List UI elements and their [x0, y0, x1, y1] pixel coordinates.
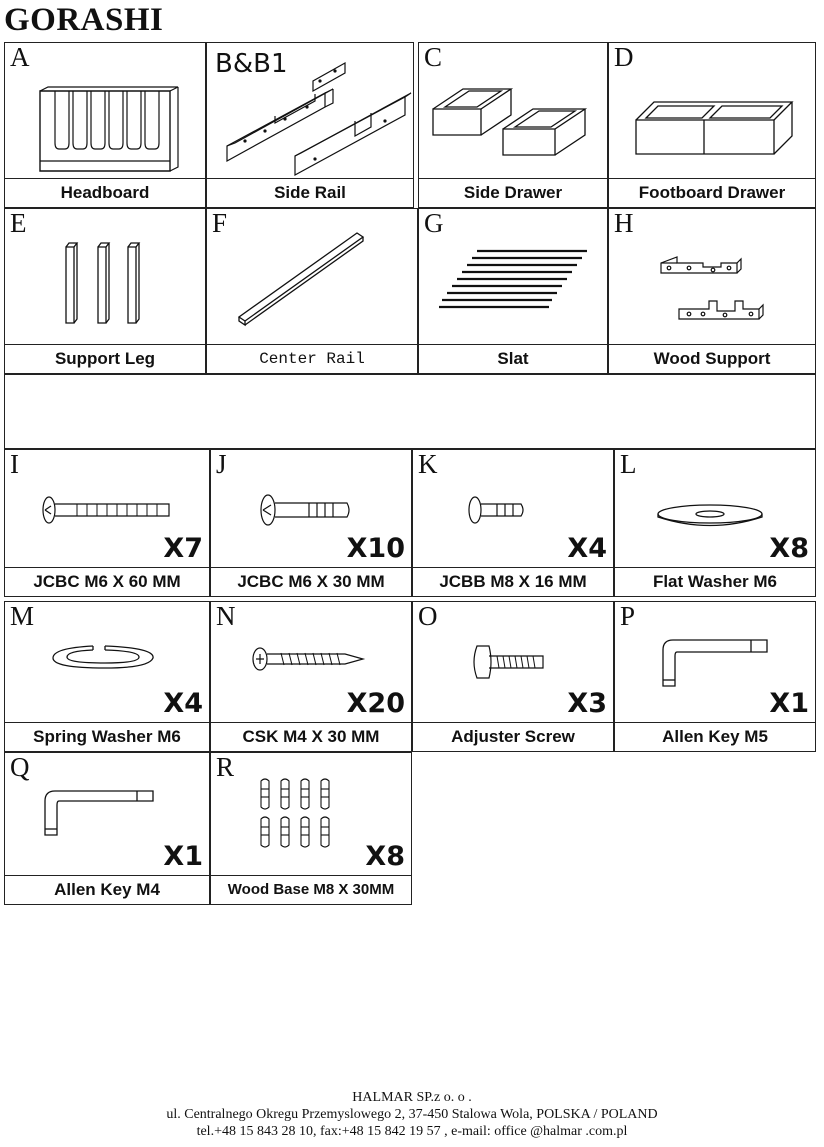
- company-address: ul. Centralnego Okregu Przemyslowego 2, 37-450 Stalowa Wola, POLSKA / POLAND: [166, 1107, 658, 1122]
- part-caption: Allen Key M5: [615, 722, 815, 751]
- blank-separator: [4, 374, 816, 449]
- part-caption: Support Leg: [5, 344, 205, 373]
- part-caption: Wood Support: [609, 344, 815, 373]
- bolt-m8-illustration: [467, 490, 537, 530]
- hardware-m-cell: [4, 601, 210, 752]
- part-caption: Headboard: [5, 178, 205, 207]
- part-letter: I: [10, 449, 19, 479]
- part-letter: O: [418, 601, 438, 631]
- allen-key-m4-illustration: [37, 785, 167, 841]
- part-letter: G: [424, 208, 444, 238]
- part-letter: R: [216, 752, 235, 782]
- part-f-cell: [206, 208, 418, 374]
- part-caption: Footboard Drawer: [609, 178, 815, 207]
- quantity-label: X7: [163, 533, 203, 564]
- part-letter: Q: [10, 752, 30, 782]
- hardware-o-cell: [412, 601, 614, 752]
- part-caption: Side Drawer: [419, 178, 607, 207]
- center-rail-illustration: [233, 229, 373, 329]
- company-name: HALMAR SP.z o. o .: [352, 1090, 472, 1105]
- support-leg-illustration: [60, 239, 150, 329]
- spring-washer-illustration: [49, 640, 159, 674]
- quantity-label: X10: [346, 533, 405, 564]
- company-contact: tel.+48 15 843 28 10, fax:+48 15 842 19 57 , e-mail: office @halmar .com.pl: [196, 1124, 628, 1139]
- quantity-label: X4: [163, 688, 203, 719]
- part-caption: Center Rail: [207, 344, 417, 373]
- bolt-short-illustration: [259, 488, 359, 532]
- part-letter: A: [10, 42, 30, 72]
- part-letter: C: [424, 42, 443, 72]
- side-rail-illustration: [225, 61, 410, 179]
- part-caption: Side Rail: [207, 178, 413, 207]
- hardware-p-cell: [614, 601, 816, 752]
- quantity-label: X3: [567, 688, 607, 719]
- footboard-drawer-illustration: [634, 98, 799, 158]
- hardware-j-cell: [210, 449, 412, 597]
- part-caption: JCBB M8 X 16 MM: [413, 567, 613, 596]
- part-letter: K: [418, 449, 438, 479]
- part-letter: D: [614, 42, 634, 72]
- part-letter: B&B1: [215, 49, 288, 79]
- bolt-long-illustration: [41, 490, 176, 530]
- part-letter: E: [10, 208, 27, 238]
- adjuster-screw-illustration: [469, 640, 559, 684]
- hardware-n-cell: [210, 601, 412, 752]
- part-caption: JCBC M6 X 60 MM: [5, 567, 209, 596]
- part-caption: Slat: [419, 344, 607, 373]
- part-caption: CSK M4 X 30 MM: [211, 722, 411, 751]
- part-letter: N: [216, 601, 236, 631]
- quantity-label: X20: [346, 688, 405, 719]
- hardware-i-cell: [4, 449, 210, 597]
- part-h-cell: [608, 208, 816, 374]
- part-letter: L: [620, 449, 637, 479]
- part-letter: P: [620, 601, 636, 631]
- headboard-illustration: [35, 83, 180, 178]
- quantity-label: X1: [769, 688, 809, 719]
- wood-dowel-illustration: [257, 777, 347, 853]
- part-letter: H: [614, 208, 634, 238]
- quantity-label: X4: [567, 533, 607, 564]
- wood-screw-illustration: [251, 642, 371, 676]
- part-c-cell: [418, 42, 608, 208]
- wood-support-illustration: [659, 249, 779, 329]
- part-caption: Wood Base M8 X 30MM: [211, 875, 411, 904]
- part-a-cell: [4, 42, 206, 208]
- quantity-label: X8: [769, 533, 809, 564]
- part-letter: M: [10, 601, 35, 631]
- side-drawer-illustration: [431, 85, 601, 165]
- page-title: GORASHI: [4, 2, 164, 38]
- hardware-k-cell: [412, 449, 614, 597]
- flat-washer-illustration: [655, 500, 765, 530]
- part-caption: Flat Washer M6: [615, 567, 815, 596]
- part-letter: F: [212, 208, 228, 238]
- part-e-cell: [4, 208, 206, 374]
- part-caption: Allen Key M4: [5, 875, 209, 904]
- hardware-r-cell: [210, 752, 412, 905]
- part-caption: JCBC M6 X 30 MM: [211, 567, 411, 596]
- quantity-label: X1: [163, 841, 203, 872]
- part-letter: J: [216, 449, 227, 479]
- part-caption: Spring Washer M6: [5, 722, 209, 751]
- part-d-cell: [608, 42, 816, 208]
- hardware-l-cell: [614, 449, 816, 597]
- allen-key-m5-illustration: [655, 634, 775, 694]
- company-footer: [0, 1089, 824, 1140]
- part-b-cell: [206, 42, 414, 208]
- part-caption: Adjuster Screw: [413, 722, 613, 751]
- part-g-cell: [418, 208, 608, 374]
- hardware-q-cell: [4, 752, 210, 905]
- quantity-label: X8: [365, 841, 405, 872]
- slat-illustration: [437, 247, 597, 317]
